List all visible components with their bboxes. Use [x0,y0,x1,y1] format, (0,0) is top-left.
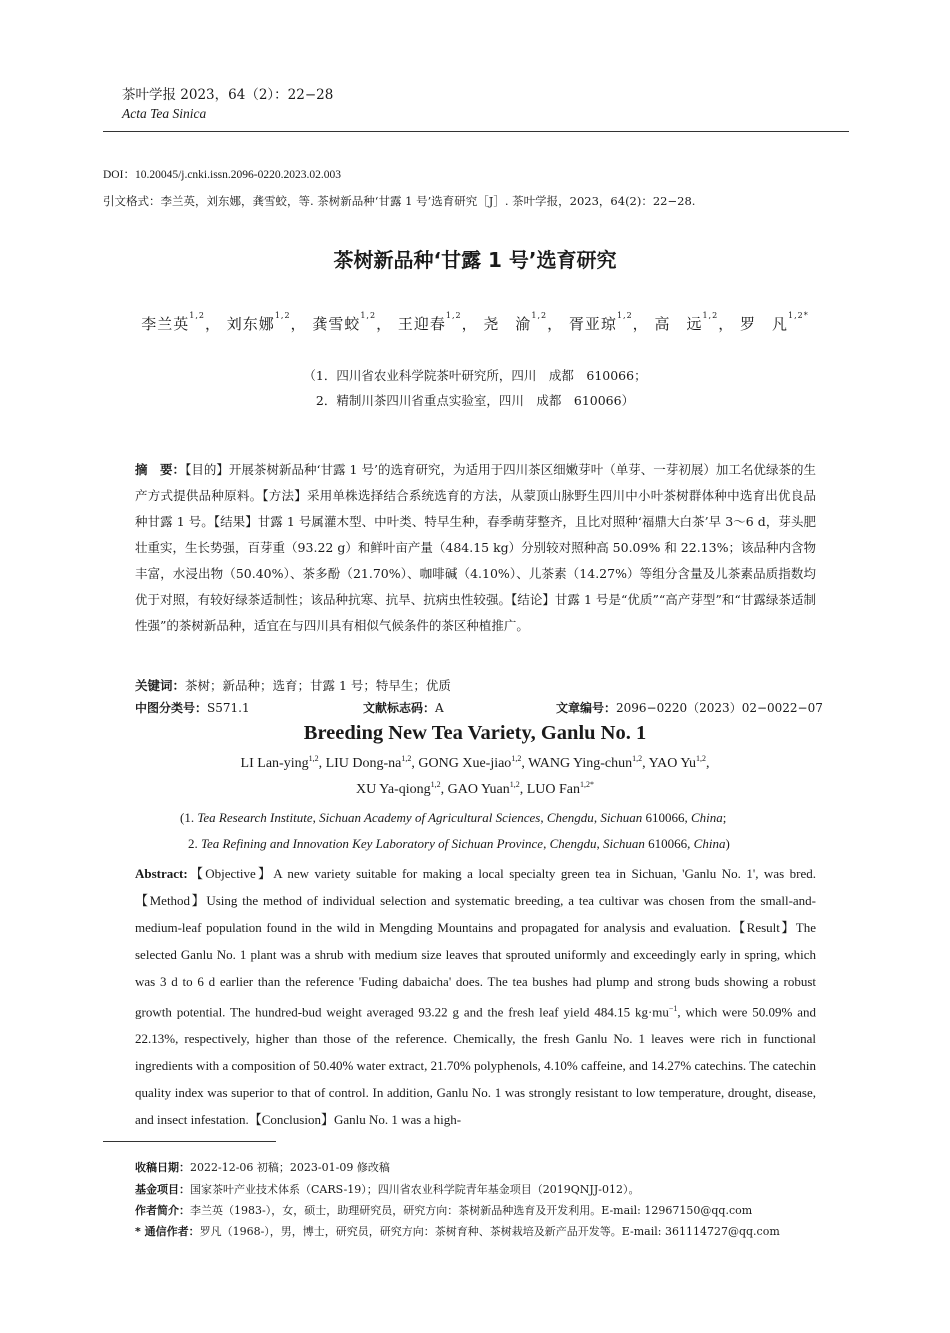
author-sup: 1,2 [695,754,706,763]
clc-label: 中图分类号： [135,701,208,715]
clc-value: S571.1 [207,701,250,715]
author-en: XU Ya-qiong [355,782,431,797]
article-number-label: 文章编号： [556,701,617,715]
abstract-en-label: Abstract: [135,866,188,881]
aff-end: ; [722,810,727,825]
abstract-cn-label: 摘 要： [135,462,186,477]
abstract-cn-text: 【目的】开展茶树新品种‘甘露 1 号’的选育研究，为适用于四川茶区细嫩芽叶（单芽、一芽初展）加工名优绿茶的生产方式提供品种原料。【方法】采用单株选择结合系统选育的方法，从蒙顶山脉野生四川中小叶茶树群体种中选育出优良品种甘露 1 号。【结果】甘露 1 号属灌木型、中叶类、特早生种，春季萌芽整齐，且比对照种‘福鼎大白茶’早 3～6 d，芽头肥壮重实，生长势强，百芽重（93.22 g）和鲜叶亩产量（484.15 kg）分别较对照种高 50.09% 和 22.13%；该品种内含物丰富，水浸出物（50.40%）、茶多酚（21.70%）、咖啡碱（4.10%）、儿茶素（14.27%）等组分含量及儿茶素品质指数均优于对照，有较好绿茶适制性；该品种抗寒、抗旱、抗病虫性较强。【结论】甘露 1 号是“优质”“高产芽型”和“甘露绿茶适制性强”的茶树新品种，适宜在与四川具有相似气候条件的茶区种植推广。 [135,462,816,633]
footnote-text: 罗凡（1968-），男，博士，研究员，研究方向：茶树育种、茶树栽培及新产品开发等。E-mail: 361114727@qq.com [199,1225,780,1238]
footnote-text: 李兰英（1983-），女，硕士，助理研究员，研究方向：茶树新品种选育及开发利用。E-mail: 12967150@qq.com [190,1204,753,1217]
authors-cn: 李兰英$^{1,2}$， 刘东娜$^{1,2}$， 龚雪蛟$^{1,2}$， 王迎春$^{1,2}$， 尧 渝$^{1,2}$， 胥亚琼$^{1,2}$， 高 远$^{1,2}$， 罗 凡$^{1,2*}$ [141,311,809,333]
author-cn: 李兰英 [141,315,190,333]
footnote-label: 收稿日期： [135,1161,190,1174]
doi-line[interactable]: DOI：10.20045/j.cnki.issn.2096-0220.2023.02.003 [103,169,341,181]
doc-code-label: 文献标志码： [363,701,436,715]
aff-academy: Sichuan Academy of Agricultural Sciences [319,810,541,825]
aff-country: China [690,810,723,825]
aff-country: China [693,836,726,851]
title-cn: 茶树新品种‘甘露 1 号’选育研究 [333,248,617,272]
author-sup: 1,2 [445,311,462,320]
footnote-label: 基金项目： [135,1183,190,1196]
author-sup: 1,2 [511,754,522,763]
author-cn: 龚雪蛟 [312,315,361,333]
author-sup: 1,2* [788,311,809,320]
conclusion-text: Ganlu No. 1 was a high- [333,1112,462,1128]
aff-prefix: 2. [188,836,201,851]
author-cn: 高 远 [654,315,703,333]
abstract-cn [135,457,816,639]
citation-line: 引文格式：李兰英，刘东娜，龚雪蛟，等. 茶树新品种‘甘露 1 号’选育研究［J］. 茶叶学报，2023，64(2)：22−28. [103,194,696,208]
affiliation-cn-1: （1．四川省农业科学院茶叶研究所，四川 成都 610066； [303,368,647,383]
affiliation-en-2: 2. Tea Refining and Innovation Key Laboratory of Sichuan Province, Chengdu, Sichuan 610066, China) [188,836,730,851]
footnote-label: 作者简介： [135,1204,190,1217]
author-sup: 1,2 [360,311,377,320]
footnote-received [135,1159,390,1175]
doc-code-value: A [435,701,444,715]
aff-postcode: 610066 [648,836,688,851]
author-sup: 1,2 [616,311,633,320]
author-cn: 胥亚琼 [568,315,617,333]
author-en: GONG Xue-jiao [418,756,512,771]
footnote-text: 国家茶叶产业技术体系（CARS-19）；四川省农业科学院青年基金项目（2019QNJJ-012）。 [190,1183,640,1196]
unit-superscript: −1 [668,1004,678,1013]
author-en: WANG Ying-chun [528,756,633,771]
author-sup: 1,2* [580,780,595,789]
authors-en-line-2: XU Ya-qiong$^{1,2}$, GAO Yuan$^{1,2}$, LUO Fan$^{1,2*}$ [355,780,595,797]
footnote-author-bio [135,1202,752,1218]
footnote-funding [135,1181,639,1197]
aff-end: ) [725,836,730,851]
aff-city: Chengdu [549,836,597,851]
affiliation-cn-2: 2．精制川茶四川省重点实验室，四川 成都 610066） [315,393,635,408]
aff-institute: Tea Research Institute [197,810,313,825]
author-cn: 尧 渝 [483,315,532,333]
author-en: GAO Yuan [447,782,510,797]
result-text: The selected Ganlu No. 1 plant was a shrub with medium size leaves that sprouted uniformly and exceedingly early in spring, which was 3 d to 6 d earlier than the reference 'Fuding dabaicha' does. The tea bushes had plump and strong buds showing a robust growth potential. The hundred-bud weight averaged 93.22 g and the fresh leaf yield 484.15 kg·mu [135,920,816,1020]
journal-header-cn: 茶叶学报 2023，64（2）：22−28 [122,87,334,103]
author-sup: 1,2 [430,780,441,789]
keywords-cn [135,676,451,694]
footnote-corresponding [135,1223,780,1239]
author-sup: 1,2 [509,780,520,789]
author-en: YAO Yu [648,756,696,771]
author-sup: 1,2 [189,311,206,320]
author-cn: 王迎春 [397,315,446,333]
aff-institute: Tea Refining and Innovation Key Laboratory of Sichuan Province [201,836,544,851]
aff-prefix: (1. [180,810,198,825]
footnote-text: 2022-12-06 初稿；2023-01-09 修改稿 [190,1161,390,1174]
result-tag: 【Result】 [730,920,796,935]
author-sup: 1,2 [401,754,412,763]
aff-province: Sichuan [603,836,645,851]
aff-postcode: 610066 [645,810,685,825]
author-sup: 1,2 [274,311,291,320]
objective-text: A new variety suitable for making a local specialty green tea in Sichuan, 'Ganlu No. 1', was bred. [273,866,816,881]
footnote-rule [103,1141,276,1142]
author-en: LI Lan-ying [240,756,309,771]
author-cn: 罗 凡 [739,315,788,333]
keywords-text: 茶树；新品种；选育；甘露 1 号；特早生；优质 [185,678,451,693]
author-cn: 刘东娜 [226,315,275,333]
objective-tag: 【Objective】 [187,866,274,881]
authors-en-line-1: LI Lan-ying$^{1,2}$, LIU Dong-na$^{1,2}$, GONG Xue-jiao$^{1,2}$, WANG Ying-chun$^{1,2}$, YAO Yu$^{1,2}$, [240,754,710,771]
author-sup: 1,2 [308,754,319,763]
aff-city: Chengdu [546,810,594,825]
result-text-cont: , which were 50.09% and 22.13%, respectively, higher than those of the reference. Chemically, the fresh Ganlu No. 1 leaves were rich in functional ingredients with a composition of 50.40% water extract, 21.70% polyphenols, 4.10% caffeine, and 14.27% catechins. The catechin quality index was superior to that of control. In addition, Ganlu No. 1 was strongly resistant to low temperature, drought, disease, and insect infestation. [135,1004,816,1128]
article-number-value: 2096−0220（2023）02−0022−07 [616,701,823,715]
abstract-en [135,860,816,1133]
aff-province: Sichuan [600,810,643,825]
author-en: LIU Dong-na [325,756,402,771]
author-sup: 1,2 [702,311,719,320]
header-rule [103,131,849,132]
affiliation-en-1: (1. Tea Research Institute, Sichuan Academy of Agricultural Sciences, Chengdu, Sichuan 610066, China; [180,810,727,825]
footnote-label: * 通信作者： [135,1225,200,1238]
author-sup: 1,2 [531,311,548,320]
keywords-label: 关键词： [135,678,186,693]
author-en: LUO Fan [526,782,581,797]
method-text: Using the method of individual selection and systematic breeding, a tea cultivar was chosen from the small-and-medium-leaf population found in the wild in Mengding Mountains and propagated for analysis and evaluation. [135,893,816,935]
journal-header-en: Acta Tea Sinica [122,106,207,121]
method-tag: 【Method】 [135,893,207,908]
title-en: Breeding New Tea Variety, Ganlu No. 1 [303,722,647,744]
conclusion-tag: 【Conclusion】 [248,1112,334,1128]
author-sup: 1,2 [632,754,643,763]
